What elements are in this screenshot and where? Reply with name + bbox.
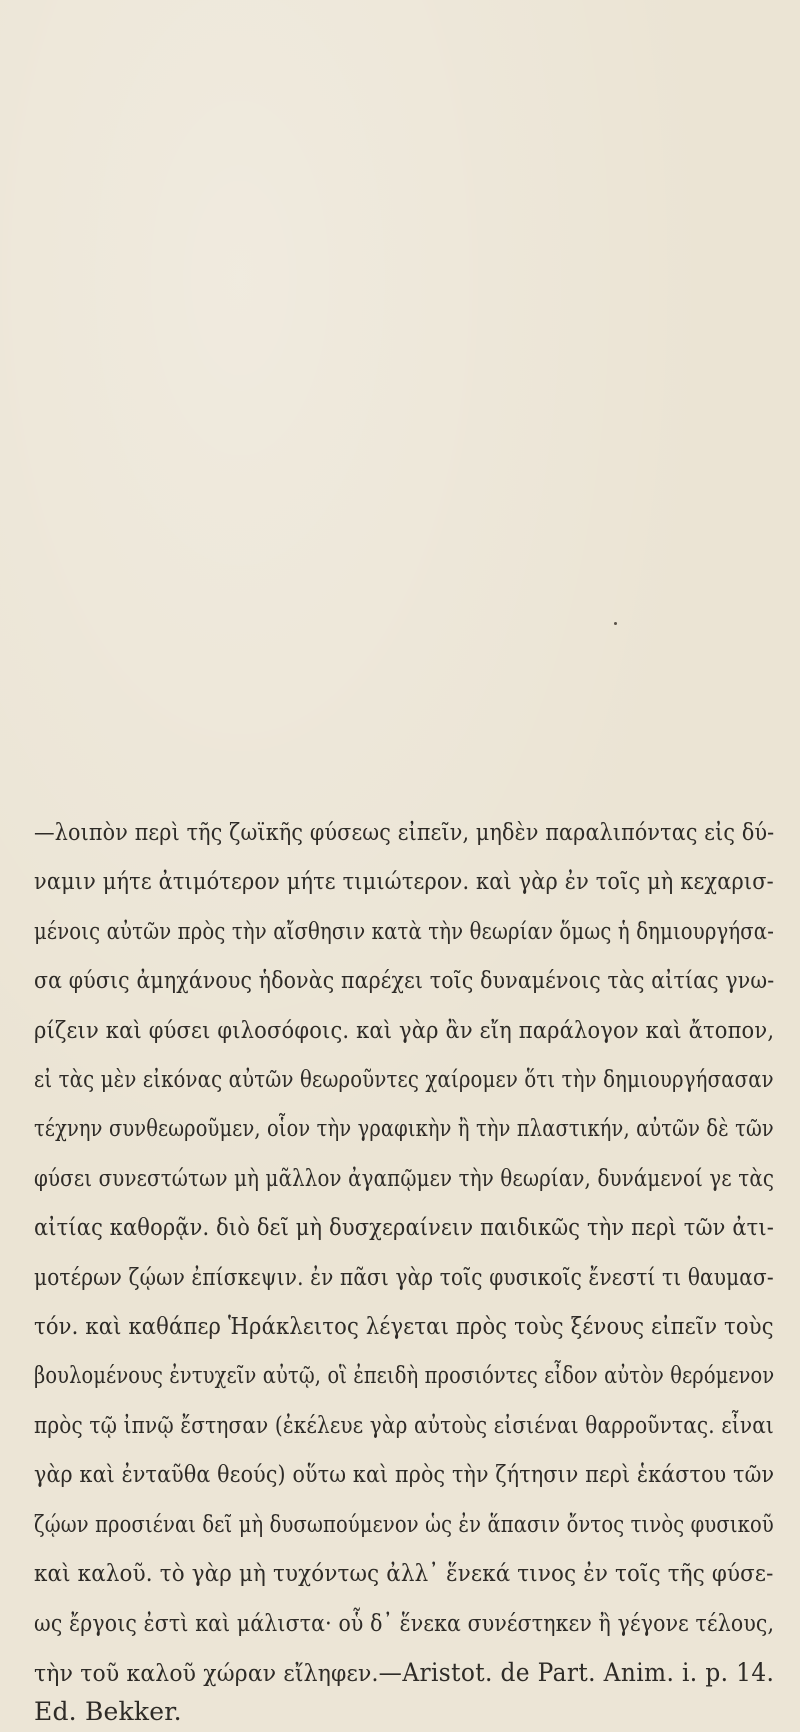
epigraph-line: σα φύσις ἀμηχάνους ἡδονὰς παρέχει τοῖς δυναμένοις τὰς αἰτίας γνω- (34, 966, 775, 995)
epigraph-line: γὰρ καὶ ἐνταῦθα θεούς) οὕτω καὶ πρὸς τὴν ζήτησιν περὶ ἑκάστου τῶν (34, 1460, 775, 1489)
epigraph-line: ναμιν μήτε ἀτιμότερον μήτε τιμιώτερον. καὶ γὰρ ἐν τοῖς μὴ κεχαρισ- (34, 867, 774, 896)
epigraph-line: πρὸς τῷ ἰπνῷ ἔστησαν (ἐκέλευε γὰρ αὐτοὺς εἰσιέναι θαρροῦντας. εἶναι (34, 1410, 774, 1439)
epigraph-line: τέχνην συνθεωροῦμεν, οἷον τὴν γραφικὴν ἢ τὴν πλαστικήν, αὐτῶν δὲ τῶν (34, 1114, 774, 1143)
epigraph-line: ως ἔργοις ἐστὶ καὶ μάλιστα· οὗ δ᾽ ἕνεκα συνέστηκεν ἢ γέγονε τέλους, (34, 1608, 775, 1637)
attribution-edition: Ed. Bekker. (34, 1697, 182, 1727)
epigraph-line: μοτέρων ζῴων ἐπίσκεψιν. ἐν πᾶσι γὰρ τοῖς φυσικοῖς ἔνεστί τι θαυμασ- (34, 1262, 774, 1291)
epigraph-line: τὴν τοῦ καλοῦ χώραν εἴληφεν. (34, 1658, 379, 1687)
epigraph-line: τόν. καὶ καθάπερ Ἡράκλειτος λέγεται πρὸς τοὺς ξένους εἰπεῖν τοὺς (34, 1312, 774, 1341)
epigraph-line: βουλομένους ἐντυχεῖν αὐτῷ, οἳ ἐπειδὴ προσιόντες εἶδον αὐτὸν θερόμενον (34, 1361, 775, 1390)
attribution-author: Aristot. (402, 1657, 493, 1687)
attribution-dash: — (378, 1657, 403, 1687)
epigraph-line: —λοιπὸν περὶ τῆς ζωϊκῆς φύσεως εἰπεῖν, μηδὲν παραλιπόντας εἰς δύ- (34, 818, 775, 846)
epigraph-line: ρίζειν καὶ φύσει φιλοσόφοις. καὶ γὰρ ἂν εἴη παράλογον καὶ ἄτοπον, (34, 1015, 775, 1044)
epigraph-line: καὶ καλοῦ. τὸ γὰρ μὴ τυχόντως ἀλλ᾽ ἕνεκά τινος ἐν τοῖς τῆς φύσε- (34, 1559, 774, 1588)
epigraph-line: ζῴων προσιέναι δεῖ μὴ δυσωπούμενον ὡς ἐν ἅπασιν ὄντος τινὸς φυσικοῦ (34, 1509, 774, 1538)
epigraph-line: φύσει συνεστώτων μὴ μᾶλλον ἀγαπῷμεν τὴν θεωρίαν, δυνάμενοί γε τὰς (34, 1163, 775, 1192)
epigraph-line: μένοις αὐτῶν πρὸς τὴν αἴσθησιν κατὰ τὴν θεωρίαν ὅμως ἡ δημιουργήσα- (34, 916, 774, 945)
epigraph-line: αἰτίας καθορᾷν. διὸ δεῖ μὴ δυσχεραίνειν παιδικῶς τὴν περὶ τῶν ἀτι- (34, 1213, 775, 1242)
epigraph-line: εἰ τὰς μὲν εἰκόνας αὐτῶν θεωροῦντες χαίρομεν ὅτι τὴν δημιουργήσασαν (34, 1065, 774, 1094)
print-speck (614, 622, 617, 625)
greek-epigraph (34, 808, 774, 1732)
epigraph-final-line (34, 1648, 775, 1698)
attribution-work: de Part. Anim. i. p. 14. (492, 1657, 775, 1687)
